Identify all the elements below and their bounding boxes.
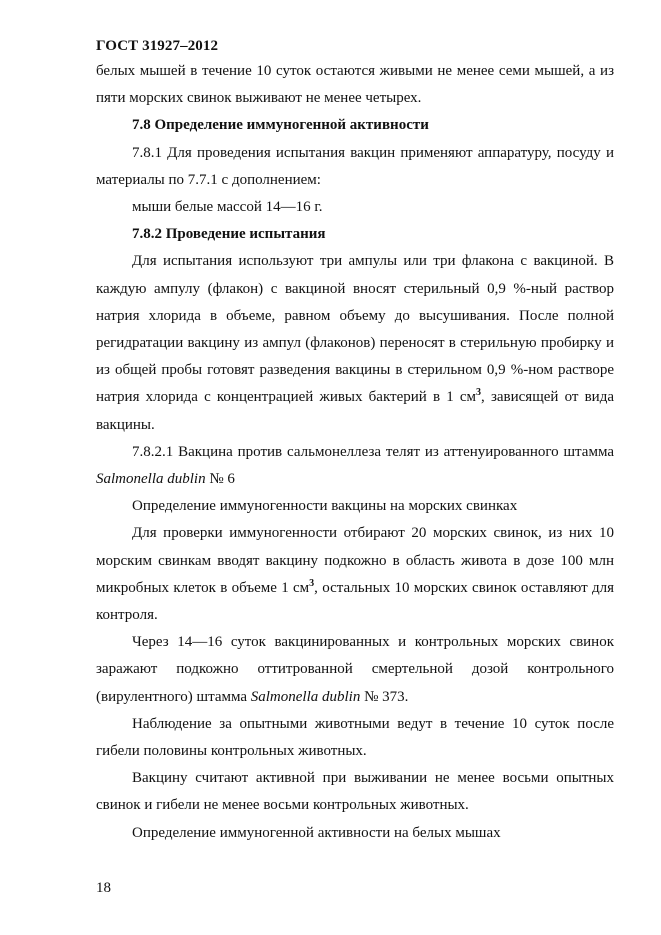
document-body [96, 58, 614, 847]
superscript-3: 3 [476, 387, 482, 399]
paragraph-activity-criterion: Вакцину считают активной при выживании не менее восьми опытных свинок и гибели не менее восьми контрольных животных. [96, 770, 614, 814]
paragraph-7-8-2-1 [96, 439, 614, 493]
test-procedure-text: Для испытания используют три ампулы или три флакона с вакциной. В каждую ампулу (флакон) с вакциной вносят стерильный 0,9 %-ный раствор натрия хлорида в объеме, равном объему до высушивания. После полной регидратации вакцину из ампул (флаконов) переносят в стерильную пробирку и из общей пробы готовят разведения вакцины в стерильном 0,9 %-ном растворе натрия хлорида с концентрацией живых бактерий в 1 см [96, 253, 614, 406]
subheading-guinea-pigs: Определение иммуногенности вакцины на морских свинках [132, 498, 518, 515]
vaccine-title-text: 7.8.2.1 Вакцина против сальмонеллеза телят из аттенуированного штамма [132, 443, 614, 460]
check-text-tail: , остальных 10 морских свинок оставляют для контроля. [96, 579, 614, 624]
infection-text: Через 14—16 суток вакцинированных и контрольных морских свинок заражают подкожно оттитрованной смертельной дозой контрольного (вирулентного) штамма [96, 634, 614, 705]
superscript-3: 3 [309, 577, 315, 589]
paragraph-infection [96, 629, 614, 711]
paragraph-immunogenicity-check [96, 520, 614, 629]
section-heading-7-8-2: 7.8.2 Проведение испытания [132, 226, 326, 243]
strain-number: № 6 [205, 471, 235, 488]
paragraph-7-8-1: 7.8.1 Для проведения испытания вакцин применяют аппаратуру, посуду и материалы по 7.7.1 с дополнением: [96, 144, 614, 188]
check-text: Для проверки иммуногенности отбирают 20 морских свинок, из них 10 морским свинкам вводят вакцину подкожно в область живота в дозе 100 млн микробных клеток в объеме 1 см [96, 525, 614, 596]
species-name: Salmonella dublin [96, 471, 206, 488]
test-procedure-tail: , зависящей от вида вакцины. [96, 389, 614, 433]
document-code-header: ГОСТ 31927–2012 [96, 38, 219, 54]
section-heading-7-8: 7.8 Определение иммуногенной активности [132, 117, 429, 134]
paragraph-test-procedure [96, 248, 614, 438]
paragraph-observation: Наблюдение за опытными животными ведут в течение 10 суток после гибели половины контрольных животных. [96, 715, 614, 760]
species-name: Salmonella dublin [250, 688, 361, 705]
paragraph-mice-spec: мыши белые массой 14—16 г. [132, 199, 323, 216]
strain-number: № 373. [360, 688, 409, 705]
page-number: 18 [96, 880, 111, 896]
subheading-white-mice: Определение иммуногенной активности на белых мышах [132, 824, 501, 841]
paragraph-continuation: белых мышей в течение 10 суток остаются живыми не менее семи мышей, а из пяти морских свинок выживают не менее четырех. [96, 63, 614, 107]
